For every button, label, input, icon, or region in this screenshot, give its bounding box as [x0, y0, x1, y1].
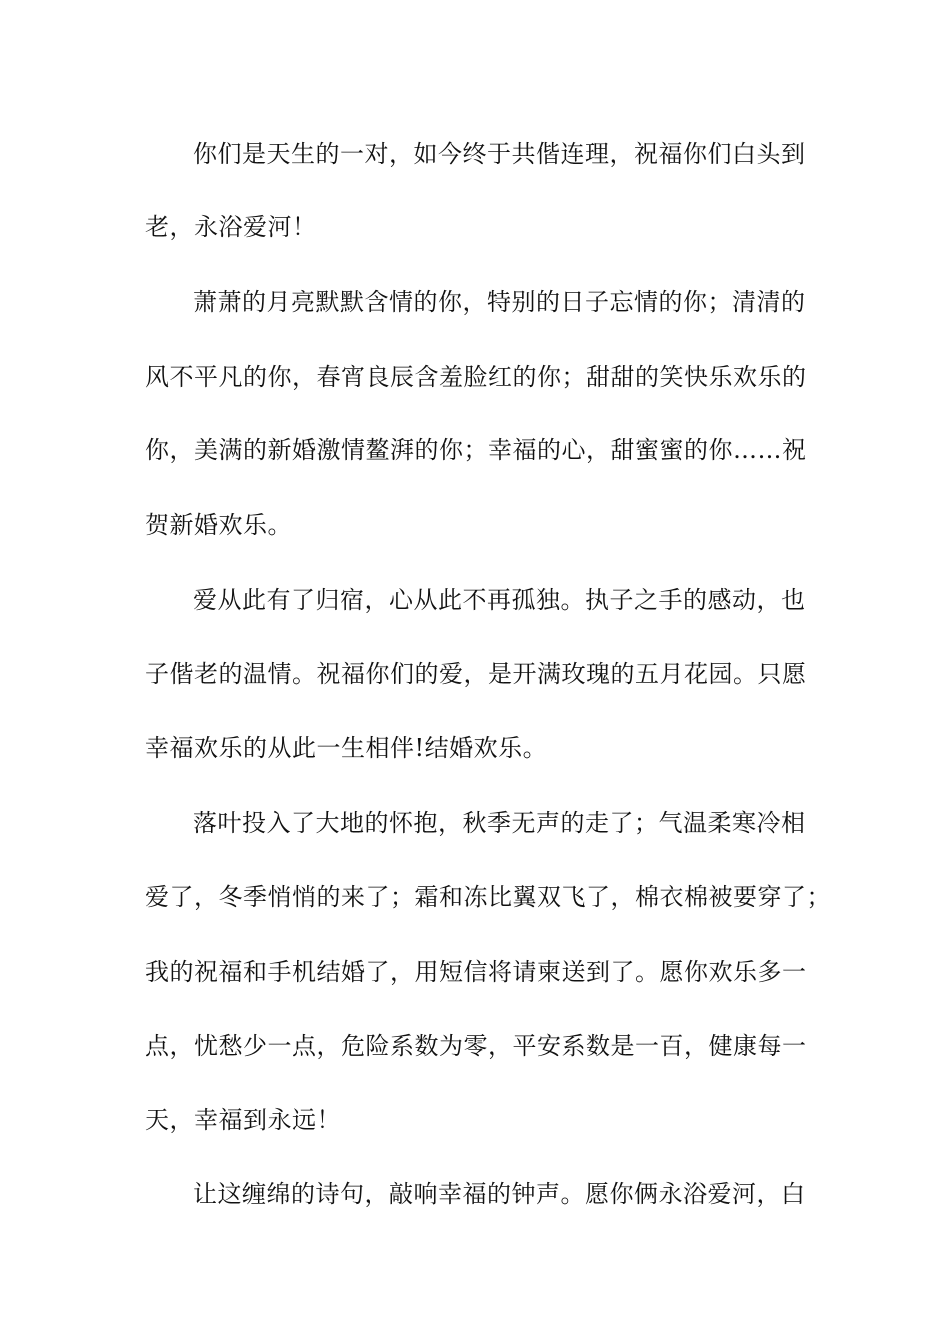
paragraph-2-line-1: 萧萧的月亮默默含情的你，特别的日子忘情的你；清清的	[193, 288, 806, 316]
paragraph-4-line-1: 落叶投入了大地的怀抱，秋季无声的走了；气温柔寒冷相	[193, 809, 806, 837]
paragraph-4-line-3: 我的祝福和手机结婚了，用短信将请柬送到了。愿你欢乐多一	[145, 958, 807, 986]
paragraph-3-line-1: 爱从此有了归宿，心从此不再孤独。执子之手的感动，也	[193, 586, 806, 614]
paragraph-5-line-1: 让这缠绵的诗句，敲响幸福的钟声。愿你俩永浴爱河，白	[193, 1180, 806, 1208]
paragraph-4-line-4: 点，忧愁少一点，危险系数为零，平安系数是一百，健康每一	[145, 1032, 807, 1060]
paragraph-3-line-2: 子偕老的温情。祝福你们的爱，是开满玫瑰的五月花园。只愿	[145, 660, 807, 688]
paragraph-1-line-1: 你们是天生的一对，如今终于共偕连理，祝福你们白头到	[193, 140, 806, 168]
paragraph-1-line-2: 老，永浴爱河！	[145, 213, 317, 241]
paragraph-2-line-3: 你，美满的新婚激情鳌湃的你；幸福的心，甜蜜蜜的你……祝	[145, 436, 807, 464]
paragraph-4-line-5: 天，幸福到永远！	[145, 1106, 341, 1134]
paragraph-2-line-4: 贺新婚欢乐。	[145, 511, 292, 539]
paragraph-3-line-3: 幸福欢乐的从此一生相伴!结婚欢乐。	[145, 734, 548, 762]
paragraph-4-line-2: 爱了，冬季悄悄的来了；霜和冻比翼双飞了，棉衣棉被要穿了；	[145, 883, 831, 911]
paragraph-2-line-2: 风不平凡的你，春宵良辰含羞脸红的你；甜甜的笑快乐欢乐的	[145, 363, 807, 391]
